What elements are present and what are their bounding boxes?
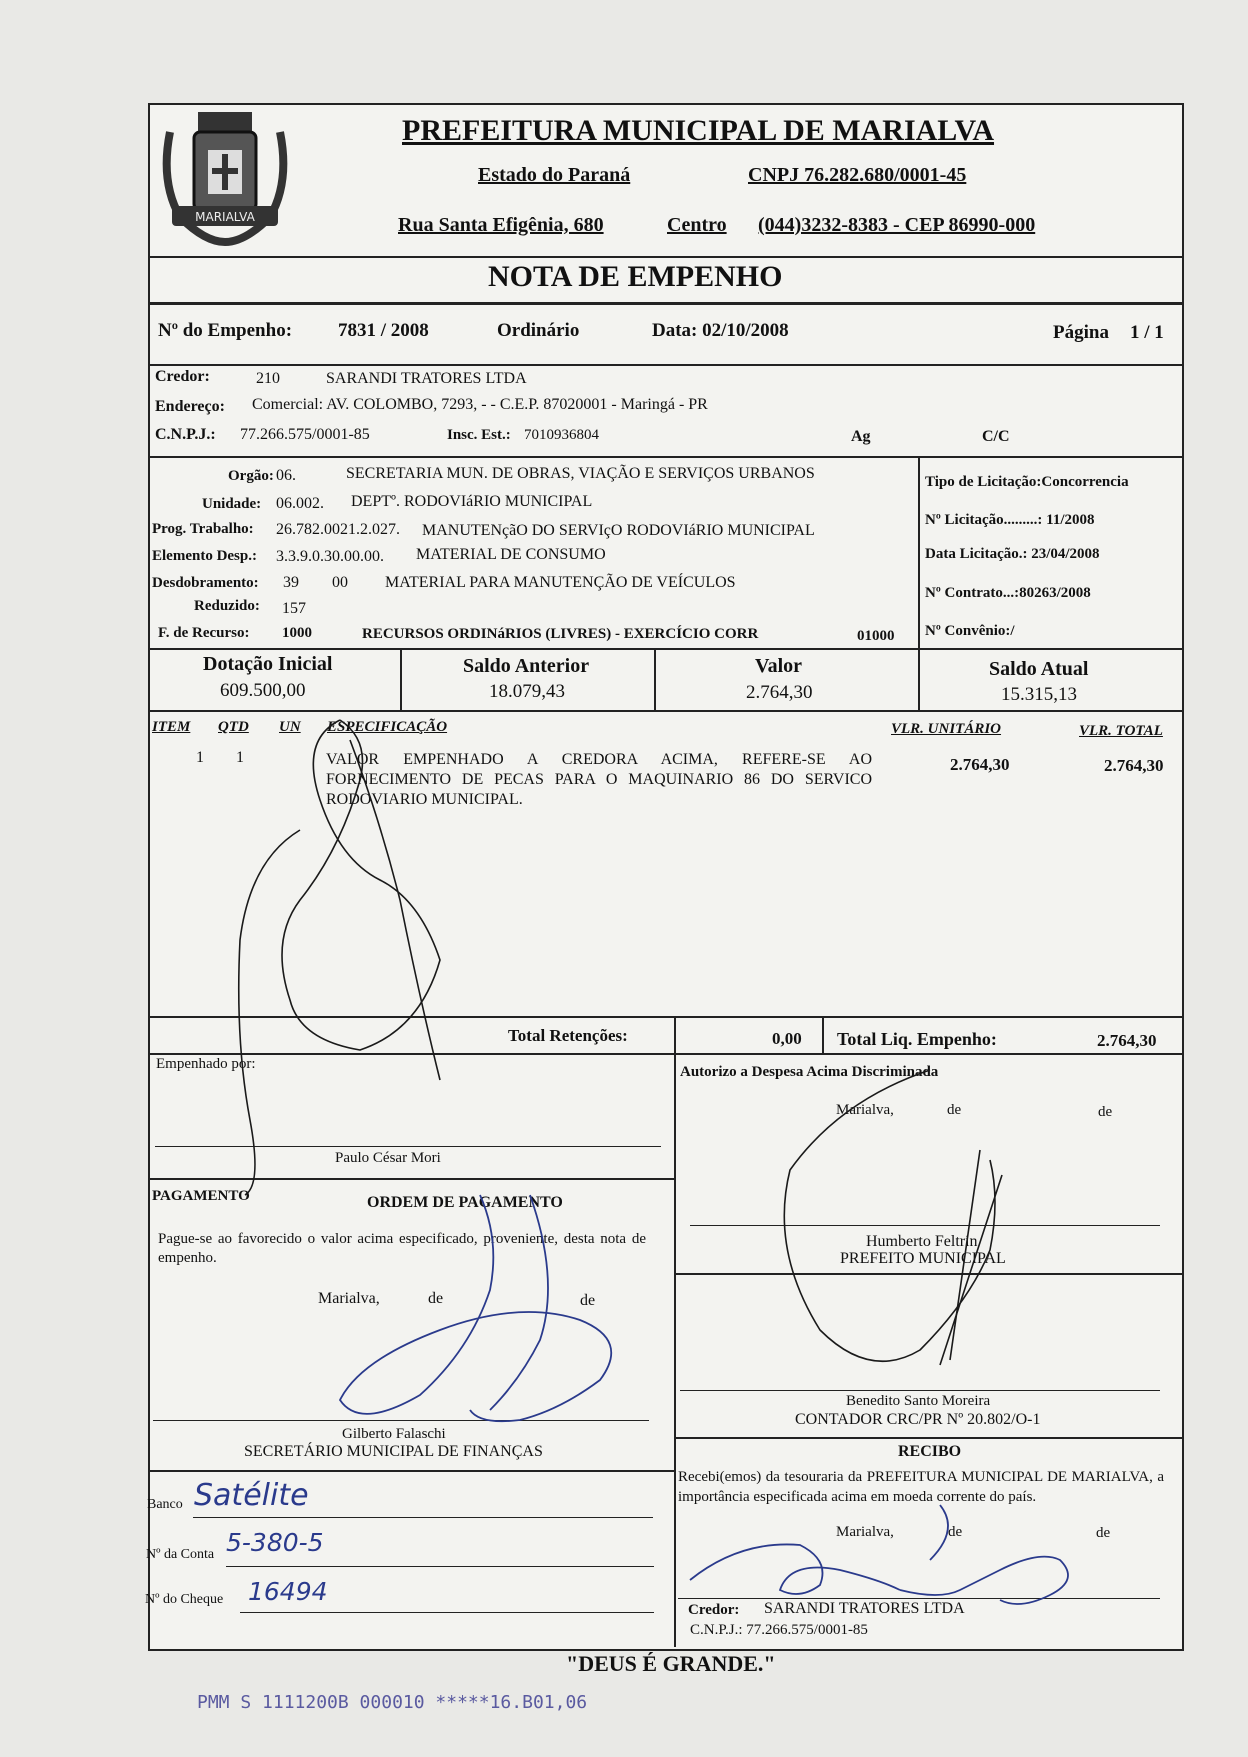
recibo-de-2: de <box>1096 1525 1111 1541</box>
retencoes-label: Total Retenções: <box>508 1026 628 1045</box>
contador-title: CONTADOR CRC/PR Nº 20.802/O-1 <box>795 1411 1041 1428</box>
pague-text: Pague-se ao favorecido o valor acima especificado, proveniente, desta nota de empenho. <box>158 1231 646 1266</box>
recibo-credor-label: Credor: <box>688 1602 740 1618</box>
row-unit-value: 2.764,30 <box>950 755 1010 774</box>
credor-cnpj-label: C.N.P.J.: <box>155 426 216 443</box>
col-vlr-total: VLR. TOTAL <box>1079 723 1163 739</box>
autorizo-de-2: de <box>1098 1104 1113 1120</box>
col-especificacao: ESPECIFICAÇÃO <box>327 719 448 735</box>
credor-cnpj: 77.266.575/0001-85 <box>240 426 370 443</box>
prog-code: 26.782.0021.2.027. <box>276 521 400 538</box>
address-label: Endereço: <box>155 398 225 415</box>
ordem-pagamento-label: ORDEM DE PAGAMENTO <box>367 1194 563 1211</box>
elemento-label: Elemento Desp.: <box>152 548 257 564</box>
header-cnpj: CNPJ 76.282.680/0001-45 <box>748 164 967 186</box>
secretario-title: SECRETÁRIO MUNICIPAL DE FINANÇAS <box>244 1443 543 1460</box>
row-description: VALOR EMPENHADO A CREDORA ACIMA, REFERE-SE AO FORNECIMENTO DE PECAS PARA O MAQUINARIO 86 DO SERVICO RODOVIARIO MUNICIPAL. <box>326 751 872 808</box>
saldo-anterior-label: Saldo Anterior <box>463 655 590 677</box>
pagamento-place: Marialva, <box>318 1290 380 1307</box>
unidade-name: DEPTº. RODOVIáRIO MUNICIPAL <box>351 493 593 510</box>
empenho-number: 7831 / 2008 <box>338 320 429 341</box>
elemento-code: 3.3.9.0.30.00.00. <box>276 548 384 565</box>
liquido-label: Total Liq. Empenho: <box>837 1029 997 1049</box>
conta-label: Nº da Conta <box>146 1547 215 1562</box>
col-qtd: QTD <box>218 719 249 735</box>
page-label: Página <box>1053 322 1109 343</box>
pagamento-de-2: de <box>580 1292 596 1309</box>
desdobramento-code-1: 39 <box>283 574 299 591</box>
recibo-credor-cnpj: C.N.P.J.: 77.266.575/0001-85 <box>690 1622 868 1638</box>
prefeito-title: PREFEITO MUNICIPAL <box>840 1250 1006 1267</box>
row-qtd: 1 <box>236 749 244 766</box>
page-number: 1 / 1 <box>1130 322 1164 343</box>
credor-code: 210 <box>256 370 280 387</box>
recurso-label: F. de Recurso: <box>158 625 250 641</box>
recurso-name: RECURSOS ORDINáRIOS (LIVRES) - EXERCÍCIO CORR <box>362 626 759 642</box>
svg-text:MARIALVA: MARIALVA <box>195 210 255 224</box>
header-address: Rua Santa Efigênia, 680 <box>398 214 604 236</box>
valor-label: Valor <box>755 655 803 677</box>
recurso-number: 01000 <box>857 628 895 644</box>
saldo-anterior-value: 18.079,43 <box>489 681 565 702</box>
cheque-value: 16494 <box>248 1577 328 1606</box>
desdobramento-label: Desdobramento: <box>152 575 259 591</box>
banco-label: Banco <box>147 1497 183 1512</box>
contador-name: Benedito Santo Moreira <box>846 1393 991 1409</box>
document-title: NOTA DE EMPENHO <box>488 260 783 293</box>
header-title: PREFEITURA MUNICIPAL DE MARIALVA <box>402 114 995 147</box>
empenhado-name: Paulo César Mori <box>335 1150 441 1166</box>
prog-name: MANUTENçãO DO SERVIçO RODOVIáRIO MUNICIPAL <box>422 522 815 539</box>
empenho-date: Data: 02/10/2008 <box>652 320 789 341</box>
row-item: 1 <box>196 749 204 766</box>
cheque-label: Nº do Cheque <box>145 1592 224 1607</box>
valor-value: 2.764,30 <box>746 682 813 703</box>
recibo-place: Marialva, <box>836 1524 894 1540</box>
recurso-code: 1000 <box>282 625 312 641</box>
credor-label: Credor: <box>155 368 210 385</box>
credor-name: SARANDI TRATORES LTDA <box>326 370 527 387</box>
autorizo-de-1: de <box>947 1102 962 1118</box>
pagamento-de-1: de <box>428 1290 444 1307</box>
dotacao-value: 609.500,00 <box>220 680 306 701</box>
ag-label: Ag <box>851 428 871 445</box>
autorizo-label: Autorizo a Despesa Acima Discriminada <box>680 1064 939 1080</box>
conta-value: 5-380-5 <box>226 1528 324 1557</box>
licitacao-tipo: Tipo de Licitação:Concorrencia <box>925 474 1129 490</box>
col-un: UN <box>279 719 301 735</box>
recibo-text: Recebi(emos) da tesouraria da PREFEITURA MUNICIPAL DE MARIALVA, a importância especificada acima em moeda corrente do país. <box>678 1469 1164 1505</box>
pagamento-label: PAGAMENTO <box>152 1188 250 1204</box>
unidade-code: 06.002. <box>276 495 324 512</box>
saldo-atual-value: 15.315,13 <box>1001 684 1077 705</box>
licitacao-data: Data Licitação.: 23/04/2008 <box>925 546 1100 562</box>
col-vlr-unitario: VLR. UNITÁRIO <box>891 721 1002 737</box>
prefeito-name: Humberto Feltrin <box>866 1233 978 1250</box>
licitacao-numero: Nº Licitação.........: 11/2008 <box>925 512 1095 528</box>
unidade-label: Unidade: <box>202 496 262 512</box>
print-stamp: PMM S 1111200B 000010 *****16.B01,06 <box>197 1692 588 1713</box>
retencoes-value: 0,00 <box>772 1029 802 1048</box>
cc-label: C/C <box>982 428 1010 445</box>
secretario-name: Gilberto Falaschi <box>342 1426 446 1442</box>
credor-ie: 7010936804 <box>524 427 599 443</box>
elemento-name: MATERIAL DE CONSUMO <box>416 546 606 563</box>
desdobramento-code-2: 00 <box>332 574 348 591</box>
prog-label: Prog. Trabalho: <box>152 521 254 537</box>
banco-value: Satélite <box>194 1478 309 1513</box>
desdobramento-name: MATERIAL PARA MANUTENÇÃO DE VEÍCULOS <box>385 574 736 591</box>
recibo-title: RECIBO <box>898 1443 962 1460</box>
municipal-crest-icon <box>150 102 300 250</box>
orgao-label: Orgão: <box>228 468 274 484</box>
recibo-credor-name: SARANDI TRATORES LTDA <box>764 1600 965 1617</box>
reduzido-label: Reduzido: <box>194 598 260 614</box>
recibo-de-1: de <box>948 1524 963 1540</box>
autorizo-place: Marialva, <box>836 1102 894 1118</box>
ie-label: Insc. Est.: <box>447 427 511 443</box>
empenho-number-label: Nº do Empenho: <box>158 320 293 341</box>
header-state: Estado do Paraná <box>478 164 631 186</box>
empenho-type: Ordinário <box>497 320 580 341</box>
empenhado-label: Empenhado por: <box>156 1056 256 1072</box>
licitacao-convenio: Nº Convênio:/ <box>925 623 1015 639</box>
liquido-value: 2.764,30 <box>1097 1031 1157 1050</box>
dotacao-label: Dotação Inicial <box>203 653 333 675</box>
licitacao-contrato: Nº Contrato...:80263/2008 <box>925 585 1091 601</box>
motto: "DEUS É GRANDE." <box>566 1651 776 1676</box>
header-phone-cep: (044)3232-8383 - CEP 86990-000 <box>758 214 1036 236</box>
col-item: ITEM <box>152 719 191 735</box>
row-total-value: 2.764,30 <box>1104 756 1164 775</box>
header-district: Centro <box>667 214 727 236</box>
reduzido-value: 157 <box>282 600 306 617</box>
saldo-atual-label: Saldo Atual <box>989 658 1089 680</box>
credor-address: Comercial: AV. COLOMBO, 7293, - - C.E.P. 87020001 - Maringá - PR <box>252 396 708 413</box>
orgao-code: 06. <box>276 467 296 484</box>
orgao-name: SECRETARIA MUN. DE OBRAS, VIAÇÃO E SERVIÇOS URBANOS <box>346 465 815 482</box>
